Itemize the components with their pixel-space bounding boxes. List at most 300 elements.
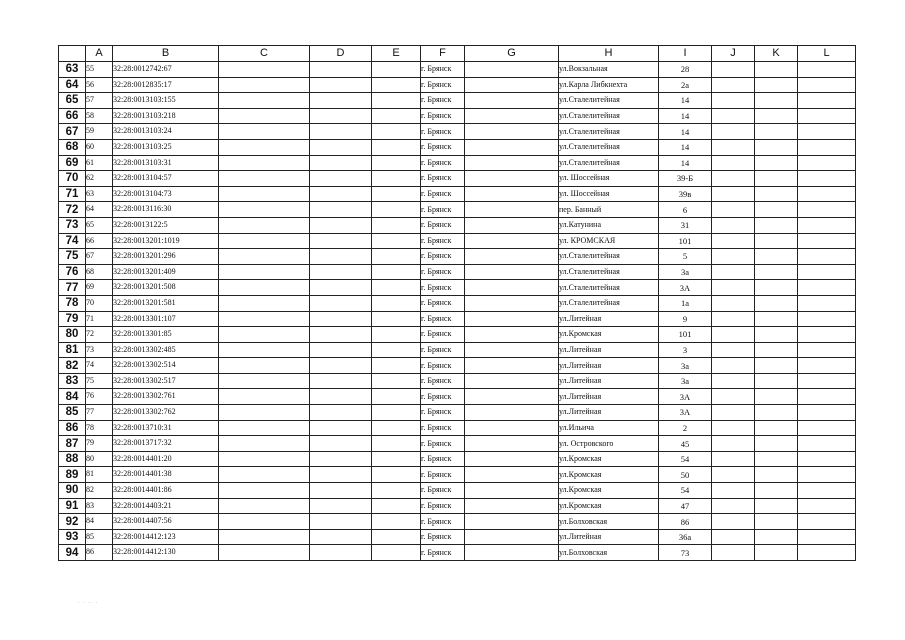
cell-a[interactable]: 80: [86, 451, 113, 467]
cell-c[interactable]: [219, 311, 310, 327]
cell-l[interactable]: [798, 436, 856, 452]
cell-k[interactable]: [755, 405, 798, 421]
cell-c[interactable]: [219, 280, 310, 296]
cell-i-house[interactable]: 3: [659, 342, 712, 358]
cell-b-cadastral-number[interactable]: 32:28:0014401:20: [113, 451, 219, 467]
cell-i-house[interactable]: 45: [659, 436, 712, 452]
cell-e[interactable]: [372, 171, 421, 187]
cell-i-house[interactable]: 36а: [659, 529, 712, 545]
row-number[interactable]: 86: [59, 420, 86, 436]
row-number[interactable]: 67: [59, 124, 86, 140]
cell-k[interactable]: [755, 311, 798, 327]
cell-f-city[interactable]: г. Брянск: [421, 451, 465, 467]
cell-d[interactable]: [310, 139, 372, 155]
cell-k[interactable]: [755, 373, 798, 389]
cell-j[interactable]: [712, 529, 755, 545]
cell-d[interactable]: [310, 62, 372, 78]
cell-k[interactable]: [755, 124, 798, 140]
cell-d[interactable]: [310, 93, 372, 109]
cell-h-street[interactable]: ул. Шоссейная: [559, 171, 659, 187]
cell-g[interactable]: [465, 467, 559, 483]
row-number[interactable]: 73: [59, 217, 86, 233]
row-number[interactable]: 65: [59, 93, 86, 109]
cell-d[interactable]: [310, 171, 372, 187]
cell-c[interactable]: [219, 342, 310, 358]
cell-b-cadastral-number[interactable]: 32:28:0013104:57: [113, 171, 219, 187]
cell-d[interactable]: [310, 295, 372, 311]
cell-b-cadastral-number[interactable]: 32:28:0013201:409: [113, 264, 219, 280]
cell-k[interactable]: [755, 327, 798, 343]
cell-l[interactable]: [798, 249, 856, 265]
cell-e[interactable]: [372, 186, 421, 202]
cell-g[interactable]: [465, 529, 559, 545]
row-number[interactable]: 63: [59, 62, 86, 78]
row-number[interactable]: 80: [59, 327, 86, 343]
cell-a[interactable]: 62: [86, 171, 113, 187]
row-number[interactable]: 72: [59, 202, 86, 218]
cell-f-city[interactable]: г. Брянск: [421, 342, 465, 358]
cell-k[interactable]: [755, 171, 798, 187]
cell-b-cadastral-number[interactable]: 32:28:0013201:581: [113, 295, 219, 311]
cell-a[interactable]: 74: [86, 358, 113, 374]
cell-l[interactable]: [798, 186, 856, 202]
cell-h-street[interactable]: ул.Катунина: [559, 217, 659, 233]
cell-f-city[interactable]: г. Брянск: [421, 498, 465, 514]
cell-k[interactable]: [755, 498, 798, 514]
cell-i-house[interactable]: 1а: [659, 295, 712, 311]
cell-j[interactable]: [712, 420, 755, 436]
cell-c[interactable]: [219, 264, 310, 280]
cell-h-street[interactable]: ул.Литейная: [559, 342, 659, 358]
cell-h-street[interactable]: ул. Островского: [559, 436, 659, 452]
cell-f-city[interactable]: г. Брянск: [421, 436, 465, 452]
cell-g[interactable]: [465, 202, 559, 218]
cell-e[interactable]: [372, 77, 421, 93]
cell-g[interactable]: [465, 171, 559, 187]
cell-h-street[interactable]: ул.Литейная: [559, 405, 659, 421]
cell-h-street[interactable]: ул.Кромская: [559, 451, 659, 467]
cell-e[interactable]: [372, 93, 421, 109]
cell-k[interactable]: [755, 108, 798, 124]
row-number[interactable]: 82: [59, 358, 86, 374]
cell-h-street[interactable]: ул. КРОМСКАЯ: [559, 233, 659, 249]
cell-k[interactable]: [755, 529, 798, 545]
cell-e[interactable]: [372, 514, 421, 530]
cell-c[interactable]: [219, 233, 310, 249]
cell-f-city[interactable]: г. Брянск: [421, 124, 465, 140]
cell-k[interactable]: [755, 483, 798, 499]
cell-l[interactable]: [798, 420, 856, 436]
cell-l[interactable]: [798, 264, 856, 280]
cell-a[interactable]: 84: [86, 514, 113, 530]
cell-j[interactable]: [712, 171, 755, 187]
cell-a[interactable]: 67: [86, 249, 113, 265]
cell-f-city[interactable]: г. Брянск: [421, 171, 465, 187]
cell-e[interactable]: [372, 498, 421, 514]
cell-a[interactable]: 58: [86, 108, 113, 124]
cell-h-street[interactable]: ул.Болховская: [559, 514, 659, 530]
cell-g[interactable]: [465, 280, 559, 296]
cell-j[interactable]: [712, 77, 755, 93]
row-number[interactable]: 91: [59, 498, 86, 514]
cell-k[interactable]: [755, 217, 798, 233]
cell-b-cadastral-number[interactable]: 32:28:0013717:32: [113, 436, 219, 452]
cell-e[interactable]: [372, 420, 421, 436]
cell-c[interactable]: [219, 186, 310, 202]
cell-e[interactable]: [372, 545, 421, 561]
cell-b-cadastral-number[interactable]: 32:28:0013302:762: [113, 405, 219, 421]
cell-f-city[interactable]: г. Брянск: [421, 295, 465, 311]
cell-j[interactable]: [712, 217, 755, 233]
cell-b-cadastral-number[interactable]: 32:28:0013103:218: [113, 108, 219, 124]
cell-k[interactable]: [755, 139, 798, 155]
cell-g[interactable]: [465, 124, 559, 140]
cell-j[interactable]: [712, 280, 755, 296]
cell-h-street[interactable]: ул.Болховская: [559, 545, 659, 561]
cell-j[interactable]: [712, 342, 755, 358]
cell-c[interactable]: [219, 171, 310, 187]
cell-d[interactable]: [310, 327, 372, 343]
cell-i-house[interactable]: 5: [659, 249, 712, 265]
cell-i-house[interactable]: 47: [659, 498, 712, 514]
cell-l[interactable]: [798, 389, 856, 405]
cell-i-house[interactable]: 3А: [659, 405, 712, 421]
cell-e[interactable]: [372, 155, 421, 171]
cell-b-cadastral-number[interactable]: 32:28:0013302:485: [113, 342, 219, 358]
cell-a[interactable]: 66: [86, 233, 113, 249]
cell-d[interactable]: [310, 202, 372, 218]
cell-a[interactable]: 65: [86, 217, 113, 233]
cell-f-city[interactable]: г. Брянск: [421, 311, 465, 327]
cell-d[interactable]: [310, 514, 372, 530]
cell-g[interactable]: [465, 139, 559, 155]
cell-b-cadastral-number[interactable]: 32:28:0013104:73: [113, 186, 219, 202]
cell-k[interactable]: [755, 295, 798, 311]
cell-c[interactable]: [219, 358, 310, 374]
cell-l[interactable]: [798, 467, 856, 483]
cell-f-city[interactable]: г. Брянск: [421, 155, 465, 171]
cell-c[interactable]: [219, 93, 310, 109]
cell-a[interactable]: 85: [86, 529, 113, 545]
cell-k[interactable]: [755, 389, 798, 405]
row-number[interactable]: 93: [59, 529, 86, 545]
cell-j[interactable]: [712, 451, 755, 467]
cell-h-street[interactable]: ул.Ильича: [559, 420, 659, 436]
cell-k[interactable]: [755, 514, 798, 530]
cell-i-house[interactable]: 50: [659, 467, 712, 483]
cell-e[interactable]: [372, 436, 421, 452]
cell-c[interactable]: [219, 217, 310, 233]
cell-j[interactable]: [712, 514, 755, 530]
cell-j[interactable]: [712, 311, 755, 327]
cell-a[interactable]: 83: [86, 498, 113, 514]
cell-a[interactable]: 69: [86, 280, 113, 296]
cell-h-street[interactable]: ул.Сталелитейная: [559, 124, 659, 140]
row-number[interactable]: 87: [59, 436, 86, 452]
cell-f-city[interactable]: г. Брянск: [421, 389, 465, 405]
cell-h-street[interactable]: ул.Сталелитейная: [559, 249, 659, 265]
cell-e[interactable]: [372, 249, 421, 265]
cell-g[interactable]: [465, 186, 559, 202]
cell-e[interactable]: [372, 483, 421, 499]
cell-g[interactable]: [465, 62, 559, 78]
cell-h-street[interactable]: ул.Сталелитейная: [559, 93, 659, 109]
cell-e[interactable]: [372, 467, 421, 483]
cell-b-cadastral-number[interactable]: 32:28:0013103:155: [113, 93, 219, 109]
cell-l[interactable]: [798, 280, 856, 296]
cell-l[interactable]: [798, 233, 856, 249]
cell-a[interactable]: 63: [86, 186, 113, 202]
cell-b-cadastral-number[interactable]: 32:28:0014403:21: [113, 498, 219, 514]
cell-g[interactable]: [465, 420, 559, 436]
cell-l[interactable]: [798, 545, 856, 561]
cell-i-house[interactable]: 39в: [659, 186, 712, 202]
cell-l[interactable]: [798, 171, 856, 187]
cell-f-city[interactable]: г. Брянск: [421, 108, 465, 124]
cell-b-cadastral-number[interactable]: 32:28:0013302:517: [113, 373, 219, 389]
cell-c[interactable]: [219, 77, 310, 93]
cell-k[interactable]: [755, 467, 798, 483]
cell-j[interactable]: [712, 405, 755, 421]
row-number[interactable]: 85: [59, 405, 86, 421]
cell-b-cadastral-number[interactable]: 32:28:0013122:5: [113, 217, 219, 233]
row-number[interactable]: 89: [59, 467, 86, 483]
cell-j[interactable]: [712, 545, 755, 561]
cell-l[interactable]: [798, 498, 856, 514]
cell-b-cadastral-number[interactable]: 32:28:0013201:508: [113, 280, 219, 296]
cell-l[interactable]: [798, 155, 856, 171]
cell-d[interactable]: [310, 155, 372, 171]
cell-d[interactable]: [310, 545, 372, 561]
cell-f-city[interactable]: г. Брянск: [421, 529, 465, 545]
row-number[interactable]: 68: [59, 139, 86, 155]
cell-e[interactable]: [372, 389, 421, 405]
cell-f-city[interactable]: г. Брянск: [421, 483, 465, 499]
cell-e[interactable]: [372, 405, 421, 421]
cell-f-city[interactable]: г. Брянск: [421, 467, 465, 483]
cell-e[interactable]: [372, 139, 421, 155]
cell-c[interactable]: [219, 529, 310, 545]
cell-k[interactable]: [755, 264, 798, 280]
cell-k[interactable]: [755, 186, 798, 202]
cell-h-street[interactable]: ул.Сталелитейная: [559, 139, 659, 155]
cell-i-house[interactable]: 3а: [659, 358, 712, 374]
cell-f-city[interactable]: г. Брянск: [421, 327, 465, 343]
cell-e[interactable]: [372, 373, 421, 389]
cell-b-cadastral-number[interactable]: 32:28:0013201:1019: [113, 233, 219, 249]
cell-e[interactable]: [372, 529, 421, 545]
cell-d[interactable]: [310, 311, 372, 327]
cell-i-house[interactable]: 14: [659, 155, 712, 171]
cell-b-cadastral-number[interactable]: 32:28:0014401:86: [113, 483, 219, 499]
cell-j[interactable]: [712, 233, 755, 249]
cell-g[interactable]: [465, 217, 559, 233]
cell-l[interactable]: [798, 139, 856, 155]
cell-e[interactable]: [372, 108, 421, 124]
row-number[interactable]: 90: [59, 483, 86, 499]
cell-h-street[interactable]: ул. Шоссейная: [559, 186, 659, 202]
row-number[interactable]: 76: [59, 264, 86, 280]
cell-f-city[interactable]: г. Брянск: [421, 358, 465, 374]
cell-j[interactable]: [712, 186, 755, 202]
cell-b-cadastral-number[interactable]: 32:28:0014407:56: [113, 514, 219, 530]
row-number[interactable]: 79: [59, 311, 86, 327]
cell-i-house[interactable]: 3А: [659, 389, 712, 405]
row-number[interactable]: 74: [59, 233, 86, 249]
row-number[interactable]: 64: [59, 77, 86, 93]
cell-j[interactable]: [712, 436, 755, 452]
row-number[interactable]: 78: [59, 295, 86, 311]
cell-d[interactable]: [310, 342, 372, 358]
row-number[interactable]: 77: [59, 280, 86, 296]
cell-j[interactable]: [712, 467, 755, 483]
cell-b-cadastral-number[interactable]: 32:28:0014412:123: [113, 529, 219, 545]
cell-g[interactable]: [465, 389, 559, 405]
row-number[interactable]: 83: [59, 373, 86, 389]
cell-f-city[interactable]: г. Брянск: [421, 249, 465, 265]
cell-k[interactable]: [755, 155, 798, 171]
cell-f-city[interactable]: г. Брянск: [421, 264, 465, 280]
cell-d[interactable]: [310, 498, 372, 514]
cell-i-house[interactable]: 14: [659, 93, 712, 109]
cell-f-city[interactable]: г. Брянск: [421, 233, 465, 249]
cell-k[interactable]: [755, 62, 798, 78]
cell-c[interactable]: [219, 451, 310, 467]
cell-f-city[interactable]: г. Брянск: [421, 77, 465, 93]
cell-a[interactable]: 77: [86, 405, 113, 421]
cell-d[interactable]: [310, 186, 372, 202]
cell-g[interactable]: [465, 155, 559, 171]
cell-h-street[interactable]: ул.Кромская: [559, 498, 659, 514]
cell-f-city[interactable]: г. Брянск: [421, 514, 465, 530]
cell-a[interactable]: 59: [86, 124, 113, 140]
cell-j[interactable]: [712, 202, 755, 218]
cell-l[interactable]: [798, 342, 856, 358]
cell-b-cadastral-number[interactable]: 32:28:0012742:67: [113, 62, 219, 78]
cell-i-house[interactable]: 3а: [659, 373, 712, 389]
cell-k[interactable]: [755, 436, 798, 452]
cell-l[interactable]: [798, 483, 856, 499]
cell-d[interactable]: [310, 108, 372, 124]
cell-b-cadastral-number[interactable]: 32:28:0013302:514: [113, 358, 219, 374]
cell-d[interactable]: [310, 451, 372, 467]
cell-l[interactable]: [798, 358, 856, 374]
cell-h-street[interactable]: ул.Карла Либкнехта: [559, 77, 659, 93]
cell-l[interactable]: [798, 529, 856, 545]
cell-c[interactable]: [219, 405, 310, 421]
cell-g[interactable]: [465, 373, 559, 389]
cell-i-house[interactable]: 14: [659, 108, 712, 124]
cell-f-city[interactable]: г. Брянск: [421, 186, 465, 202]
cell-d[interactable]: [310, 405, 372, 421]
cell-k[interactable]: [755, 93, 798, 109]
cell-i-house[interactable]: 28: [659, 62, 712, 78]
cell-h-street[interactable]: пер. Банный: [559, 202, 659, 218]
cell-c[interactable]: [219, 327, 310, 343]
cell-d[interactable]: [310, 436, 372, 452]
cell-c[interactable]: [219, 124, 310, 140]
cell-c[interactable]: [219, 483, 310, 499]
cell-g[interactable]: [465, 327, 559, 343]
cell-b-cadastral-number[interactable]: 32:28:0013103:25: [113, 139, 219, 155]
row-number[interactable]: 75: [59, 249, 86, 265]
cell-c[interactable]: [219, 295, 310, 311]
cell-c[interactable]: [219, 514, 310, 530]
cell-l[interactable]: [798, 373, 856, 389]
cell-c[interactable]: [219, 498, 310, 514]
cell-i-house[interactable]: 14: [659, 124, 712, 140]
cell-j[interactable]: [712, 358, 755, 374]
cell-h-street[interactable]: ул.Сталелитейная: [559, 280, 659, 296]
cell-j[interactable]: [712, 108, 755, 124]
cell-j[interactable]: [712, 139, 755, 155]
cell-g[interactable]: [465, 451, 559, 467]
cell-f-city[interactable]: г. Брянск: [421, 93, 465, 109]
cell-a[interactable]: 57: [86, 93, 113, 109]
cell-d[interactable]: [310, 280, 372, 296]
cell-g[interactable]: [465, 295, 559, 311]
cell-d[interactable]: [310, 77, 372, 93]
cell-e[interactable]: [372, 280, 421, 296]
cell-k[interactable]: [755, 202, 798, 218]
cell-k[interactable]: [755, 420, 798, 436]
cell-b-cadastral-number[interactable]: 32:28:0014401:38: [113, 467, 219, 483]
cell-k[interactable]: [755, 233, 798, 249]
cell-d[interactable]: [310, 233, 372, 249]
cell-i-house[interactable]: 101: [659, 327, 712, 343]
cell-c[interactable]: [219, 249, 310, 265]
cell-l[interactable]: [798, 62, 856, 78]
cell-l[interactable]: [798, 93, 856, 109]
cell-l[interactable]: [798, 451, 856, 467]
cell-c[interactable]: [219, 436, 310, 452]
cell-k[interactable]: [755, 77, 798, 93]
cell-e[interactable]: [372, 311, 421, 327]
cell-h-street[interactable]: ул.Сталелитейная: [559, 108, 659, 124]
cell-d[interactable]: [310, 264, 372, 280]
cell-b-cadastral-number[interactable]: 32:28:0013301:85: [113, 327, 219, 343]
cell-k[interactable]: [755, 280, 798, 296]
cell-l[interactable]: [798, 327, 856, 343]
cell-j[interactable]: [712, 93, 755, 109]
row-number[interactable]: 92: [59, 514, 86, 530]
cell-j[interactable]: [712, 155, 755, 171]
cell-j[interactable]: [712, 249, 755, 265]
cell-d[interactable]: [310, 483, 372, 499]
cell-d[interactable]: [310, 249, 372, 265]
cell-j[interactable]: [712, 295, 755, 311]
cell-i-house[interactable]: 39-Б: [659, 171, 712, 187]
cell-i-house[interactable]: 14: [659, 139, 712, 155]
cell-i-house[interactable]: 2а: [659, 77, 712, 93]
cell-g[interactable]: [465, 264, 559, 280]
cell-a[interactable]: 68: [86, 264, 113, 280]
cell-a[interactable]: 82: [86, 483, 113, 499]
cell-b-cadastral-number[interactable]: 32:28:0013302:761: [113, 389, 219, 405]
cell-e[interactable]: [372, 264, 421, 280]
cell-d[interactable]: [310, 420, 372, 436]
cell-b-cadastral-number[interactable]: 32:28:0014412:130: [113, 545, 219, 561]
cell-d[interactable]: [310, 358, 372, 374]
cell-e[interactable]: [372, 202, 421, 218]
cell-d[interactable]: [310, 217, 372, 233]
cell-d[interactable]: [310, 529, 372, 545]
cell-l[interactable]: [798, 202, 856, 218]
row-number[interactable]: 71: [59, 186, 86, 202]
cell-h-street[interactable]: ул.Литейная: [559, 389, 659, 405]
cell-e[interactable]: [372, 358, 421, 374]
row-number[interactable]: 66: [59, 108, 86, 124]
